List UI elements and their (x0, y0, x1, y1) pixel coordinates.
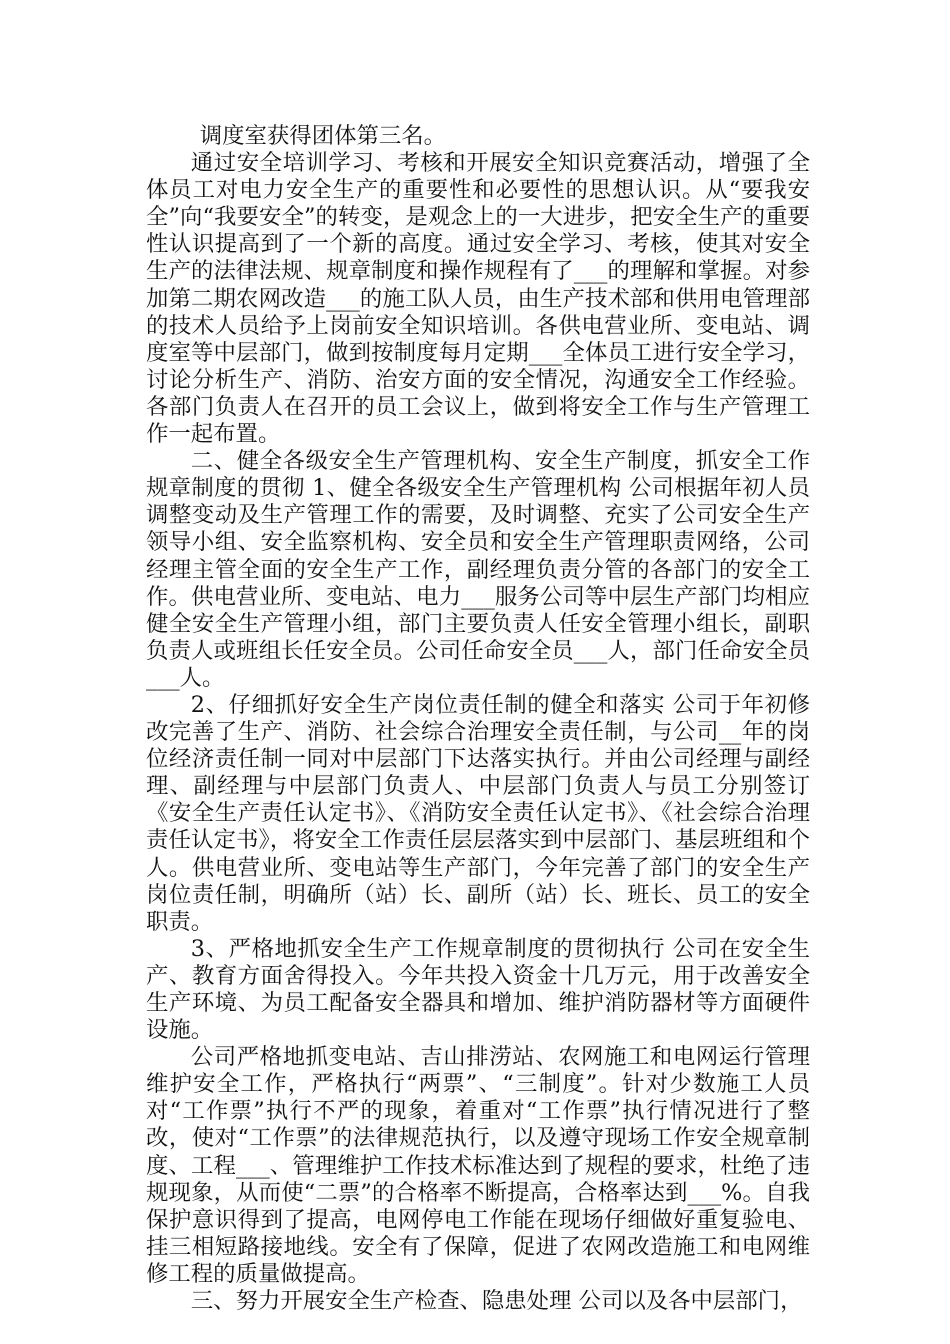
paragraph-safety-training: 通过安全培训学习、考核和开展安全知识竞赛活动，增强了全体员工对电力安全生产的重要性和必要性的思想认识。从“要我安全”向“我要安全”的转变，是观念上的一大进步，把安全生产的重要性认识提高到了一个新的高度。通过安全学习、考核，使其对安全生产的法律法规、规章制度和操作规程有了___的理解和掌握。对参加第二期农网改造___的施工队人员，由生产技术部和供用电管理部的技术人员给予上岗前安全知识培训。各供电营业所、变电站、调度室等中层部门，做到按制度每月定期___全体员工进行安全学习，讨论分析生产、消防、治安方面的安全情况，沟通安全工作经验。各部门负责人在召开的员工会议上，做到将安全工作与生产管理工作一起布置。 (146, 150, 810, 448)
paragraph-team-award: 调度室获得团体第三名。 (199, 123, 447, 149)
paragraph-section-two-organization: 二、健全各级安全生产管理机构、安全生产制度，抓安全工作规章制度的贯彻 1、健全各级安全生产管理机构 公司根据年初人员调整变动及生产管理工作的需要，及时调整、充实了公司安全生产领导小组、安全监察机构、安全员和安全生产管理职责网络，公司经理主管全面的安全生产工作，副经理负责分管的各部门的安全工作。供电营业所、变电站、电力___服务公司等中层生产部门均相应健全安全生产管理小组，部门主要负责人任安全管理小组长，副职负责人或班组长任安全员。公司任命安全员___人，部门任命安全员___人。 (146, 448, 810, 691)
paragraph-regulation-enforcement: 3、严格地抓安全生产工作规章制度的贯彻执行 公司在安全生产、教育方面舍得投入。今年共投入资金十几万元，用于改善安全生产环境、为员工配备安全器具和增加、维护消防器材等方面硬件设施。 (146, 935, 810, 1044)
document-body (146, 123, 810, 1315)
paragraph-work-ticket: 公司严格地抓变电站、吉山排涝站、农网施工和电网运行管理维护安全工作，严格执行“两票”、“三制度”。针对少数施工人员对“工作票”执行不严的现象，着重对“工作票”执行情况进行了整改，使对“工作票”的法律规范执行，以及遵守现场工作安全规章制度、工程___、管理维护工作技术标准达到了规程的要求，杜绝了违规现象，从而使“二票”的合格率不断提高，合格率达到___%。自我保护意识得到了提高，电网停电工作能在现场仔细做好重复验电、挂三相短路接地线。安全有了保障，促进了农网改造施工和电网维修工程的质量做提高。 (146, 1044, 810, 1287)
paragraph-responsibility-system: 2、仔细抓好安全生产岗位责任制的健全和落实 公司于年初修改完善了生产、消防、社会综合治理安全责任制，与公司__年的岗位经济责任制一同对中层部门下达落实执行。并由公司经理与副经理、副经理与中层部门负责人、中层部门负责人与员工分别签订《安全生产责任认定书》、《消防安全责任认定书》、《社会综合治理责任认定书》，将安全工作责任层层落实到中层部门、基层班组和个人。供电营业所、变电站等生产部门，今年完善了部门的安全生产岗位责任制，明确所（站）长、副所（站）长、班长、员工的安全职责。 (146, 691, 810, 935)
paragraph-section-three-inspection: 三、努力开展安全生产检查、隐患处理 公司以及各中层部门， (190, 1288, 803, 1315)
